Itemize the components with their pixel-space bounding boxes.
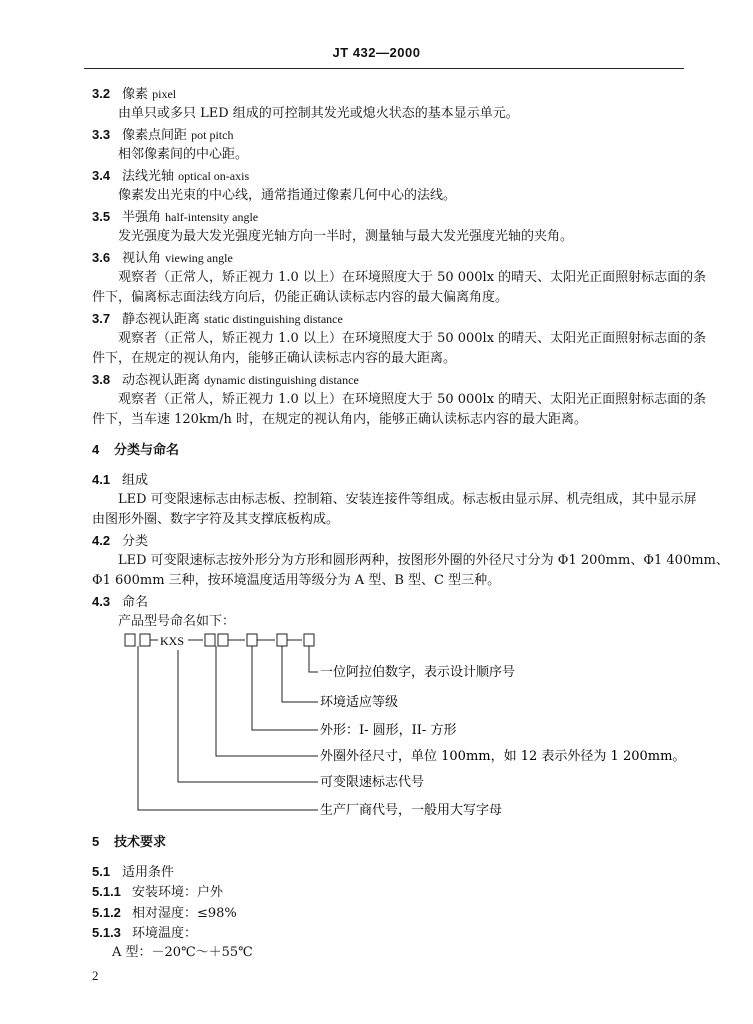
clause-5-1-2: 5.1.2 相对湿度：≤98% [92, 905, 237, 921]
clause-4-1-body-line2: 由图形外圈、数字字符及其支撑底板构成。 [92, 512, 340, 527]
leader-5 [178, 650, 318, 782]
naming-label-4: 外圈外径尺寸，单位 100mm，如 12 表示外径为 1 200mm。 [320, 749, 686, 764]
standard-code-header: JT 432—2000 [332, 45, 421, 60]
clause-4-2-body-line2: Φ1 600mm 三种，按环境温度适用等级分为 A 型、B 型、C 型三种。 [92, 573, 501, 588]
clause-4-1-heading: 4.1 组成 [92, 472, 149, 488]
clause-5-1-heading: 5.1 适用条件 [92, 864, 175, 880]
naming-box-1 [125, 634, 135, 646]
clause-3-5-heading: 3.5 半强角 half-intensity angle [92, 209, 259, 225]
leader-4 [216, 646, 318, 756]
naming-box-2 [140, 634, 150, 646]
clause-5-1-3: 5.1.3 环境温度： [92, 925, 198, 941]
leader-2 [282, 646, 318, 702]
chapter-5-heading: 5 技术要求 [92, 834, 167, 850]
clause-3-8-body-line2: 件下，当车速 120km/h 时，在规定的视认角内，能够正确认读标志内容的最大距离。 [92, 412, 588, 427]
header-rule [84, 68, 684, 69]
clause-3-7-heading: 3.7 静态视认距离 static distinguishing distance [92, 311, 343, 327]
clause-4-2-body-line1: LED 可变限速标志按外形分为方形和圆形两种，按图形外圈的外径尺寸分为 Φ1 200mm、Φ1 400mm、 [118, 553, 729, 568]
clause-3-6-heading: 3.6 视认角 viewing angle [92, 250, 233, 266]
clause-3-4-body: 像素发出光束的中心线，通常指通过像素几何中心的法线。 [118, 188, 457, 203]
naming-label-2: 环境适应等级 [320, 695, 399, 710]
naming-label-3: 外形：I- 圆形，II- 方形 [320, 723, 457, 738]
clause-3-3-heading: 3.3 像素点间距 pot pitch [92, 127, 234, 143]
clause-4-3-heading: 4.3 命名 [92, 594, 149, 610]
naming-box-5 [247, 634, 257, 646]
clause-4-3-body: 产品型号命名如下： [118, 614, 236, 629]
leader-6 [138, 646, 318, 810]
naming-label-6: 生产厂商代号，一般用大写字母 [320, 803, 503, 818]
clause-3-2-heading: 3.2 像素 pixel [92, 86, 177, 102]
leader-1 [309, 646, 318, 672]
clause-3-7-body-line1: 观察者（正常人，矫正视力 1.0 以上）在环境照度大于 50 000lx 的晴天、太阳光正面照射标志面的条 [118, 331, 707, 346]
clause-4-1-body-line1: LED 可变限速标志由标志板、控制箱、安装连接件等组成。标志板由显示屏、机壳组成，其中显示屏 [118, 492, 697, 507]
clause-4-2-heading: 4.2 分类 [92, 533, 149, 549]
naming-label-1: 一位阿拉伯数字，表示设计顺序号 [320, 665, 516, 680]
clause-5-1-1: 5.1.1 安装环境：户外 [92, 884, 224, 900]
leader-3 [252, 646, 318, 730]
clause-3-4-heading: 3.4 法线光轴 optical on-axis [92, 168, 250, 184]
temperature-type-a: A 型：－20℃～＋55℃ [112, 945, 253, 960]
clause-3-6-body-line1: 观察者（正常人，矫正视力 1.0 以上）在环境照度大于 50 000lx 的晴天、太阳光正面照射标志面的条 [118, 270, 707, 285]
clause-3-6-body-line2: 件下，偏离标志面法线方向后，仍能正确认读标志内容的最大偏离角度。 [92, 290, 509, 305]
page-number: 2 [92, 968, 99, 983]
clause-3-2-body: 由单只或多只 LED 组成的可控制其发光或熄火状态的基本显示单元。 [118, 106, 519, 121]
naming-box-7 [304, 634, 314, 646]
naming-box-4 [218, 634, 228, 646]
naming-box-6 [277, 634, 287, 646]
clause-3-7-body-line2: 件下，在规定的视认角内，能够正确认读标志内容的最大距离。 [92, 351, 457, 366]
clause-3-5-body: 发光强度为最大发光强度光轴方向一半时，测量轴与最大发光强度光轴的夹角。 [118, 229, 574, 244]
naming-code-text: KXS [160, 634, 185, 648]
clause-3-8-heading: 3.8 动态视认距离 dynamic distinguishing distance [92, 372, 359, 388]
clause-3-8-body-line1: 观察者（正常人，矫正视力 1.0 以上）在环境照度大于 50 000lx 的晴天、太阳光正面照射标志面的条 [118, 392, 707, 407]
chapter-4-heading: 4 分类与命名 [92, 442, 180, 458]
clause-3-3-body: 相邻像素间的中心距。 [118, 147, 249, 162]
naming-box-3 [205, 634, 215, 646]
naming-label-5: 可变限速标志代号 [320, 775, 425, 790]
